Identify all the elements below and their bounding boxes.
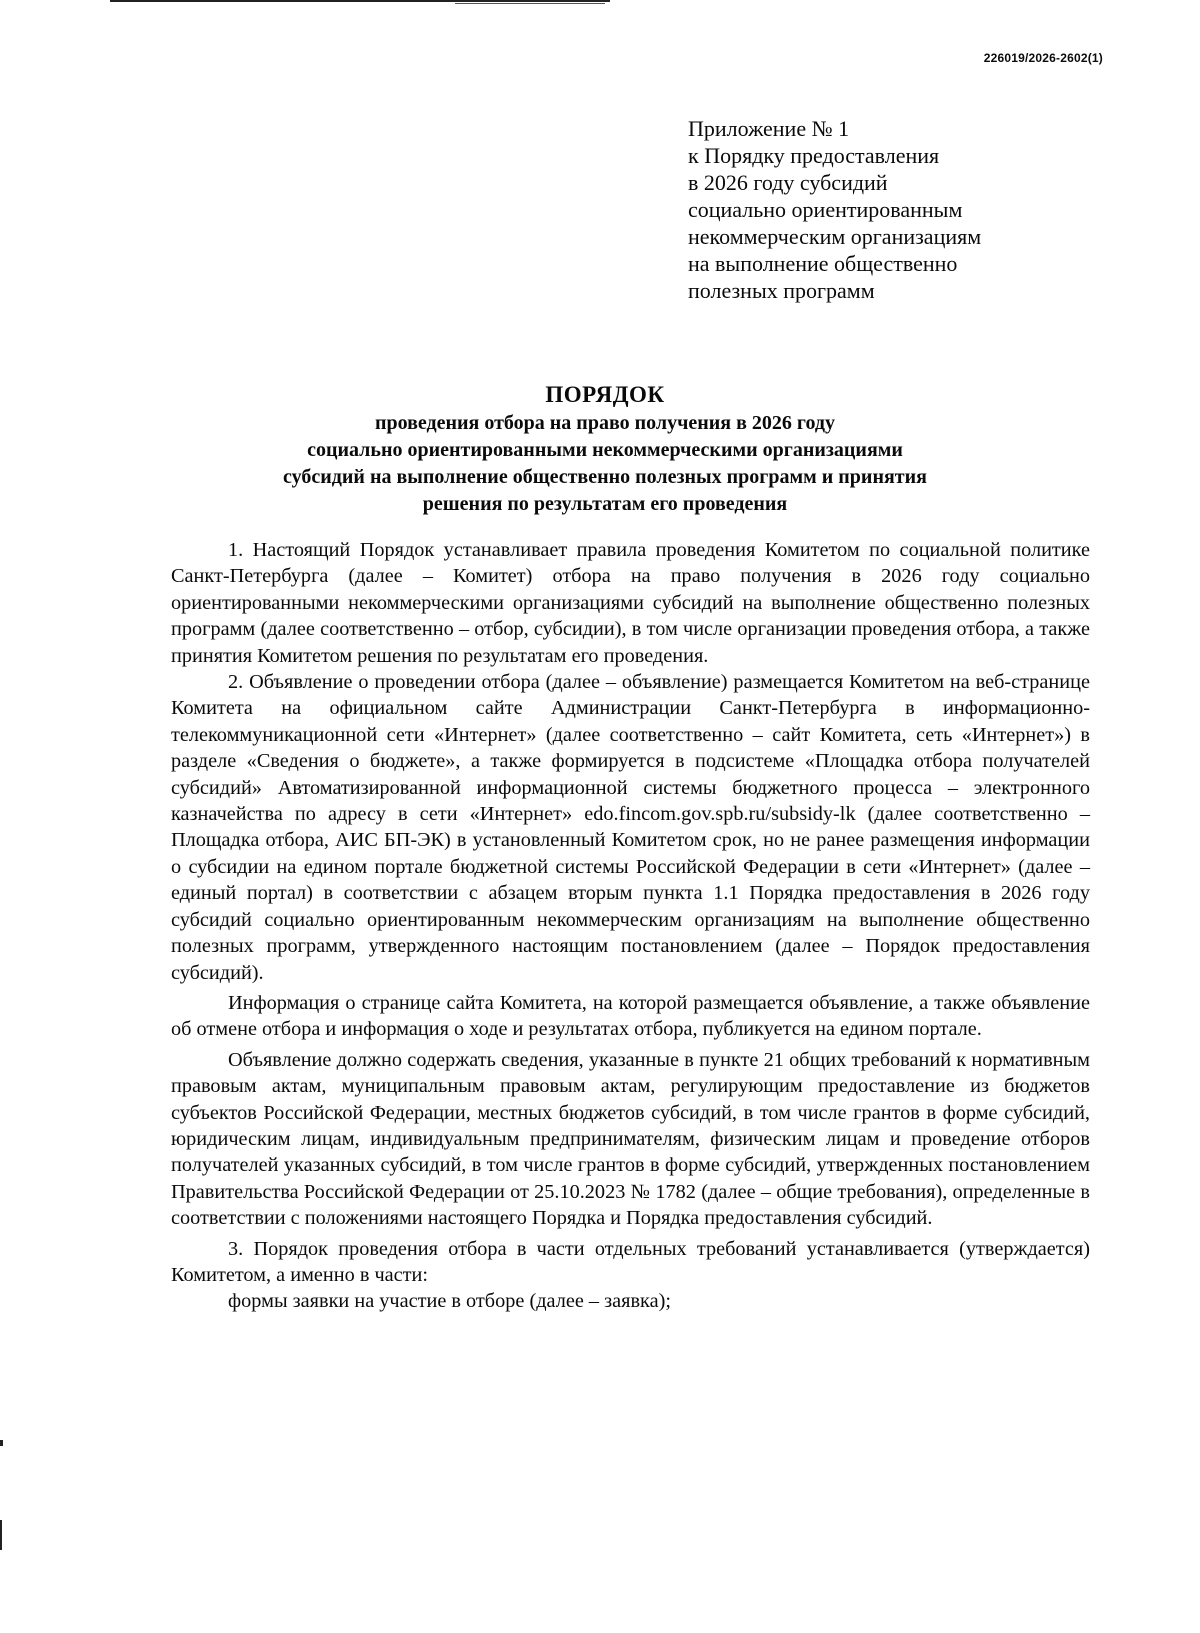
paragraph-3-item: формы заявки на участие в отборе (далее – заявка); xyxy=(228,1290,671,1313)
document-body xyxy=(171,537,1090,1315)
appendix-note xyxy=(688,115,1128,304)
paragraph-2: 2. Объявление о проведении отбора (далее – объявление) размещается Комитетом на веб-странице Комитета на официальном сайте Администрации Санкт-Петербурга в информационно-телекоммуникационной сети «Интернет» (далее соответственно – сайт Комитета, сеть «Интернет») в разделе «Сведения о бюджете», а также формируется в подсистеме «Площадка отбора получателей субсидий» Автоматизированной информационной системы бюджетного процесса – электронного казначейства по адресу в сети «Интернет» edo.fincom.gov.spb.ru/subsidy-lk (далее соответственно – Площадка отбора, АИС БП-ЭК) в установленный Комитетом срок, но не ранее размещения информации о субсидии на едином портале бюджетной системы Российской Федерации в сети «Интернет» (далее – единый портал) в соответствии с абзацем вторым пункта 1.1 Порядка предоставления в 2026 году субсидий социально ориентированным некоммерческим организациям на выполнение общественно полезных программ, утвержденного настоящим постановлением (далее – Порядок предоставления субсидий). xyxy=(171,671,1090,984)
appendix-line: полезных программ xyxy=(688,278,875,303)
appendix-line: в 2026 году субсидий xyxy=(688,170,888,195)
title-subline: социально ориентированными некоммерческими организациями xyxy=(307,439,903,461)
title-main: ПОРЯДОК xyxy=(545,382,665,407)
scan-margin-mark xyxy=(0,1440,3,1446)
top-edge-rule xyxy=(110,0,610,2)
title-subline: субсидий на выполнение общественно полезных программ и принятия xyxy=(283,466,927,488)
paragraph-2-info: Информация о странице сайта Комитета, на которой размещается объявление, а также объявление об отмене отбора и информация о ходе и результатах отбора, публикуется на едином портале. xyxy=(171,991,1090,1041)
appendix-line: на выполнение общественно xyxy=(688,251,958,276)
paragraph-2-content: Объявление должно содержать сведения, указанные в пункте 21 общих требований к нормативным правовым актам, муниципальным правовым актам, регулирующим предоставление из бюджетов субъектов Российской Федерации, местных бюджетов субсидий, в том числе грантов в форме субсидий, юридическим лицам, индивидуальным предпринимателям, физическим лицам и проведение отборов получателей указанных субсидий, в том числе грантов в форме субсидий, утвержденных постановлением Правительства Российской Федерации от 25.10.2023 № 1782 (далее – общие требования), определенные в соответствии с положениями настоящего Порядка и Порядка предоставления субсидий. xyxy=(171,1048,1090,1230)
appendix-line: некоммерческим организациям xyxy=(688,224,982,249)
scan-margin-mark xyxy=(0,1520,2,1550)
appendix-line: к Порядку предоставления xyxy=(688,143,940,168)
appendix-line: Приложение № 1 xyxy=(688,116,850,141)
title-subline: проведения отбора на право получения в 2026 году xyxy=(374,412,836,434)
appendix-line: социально ориентированным xyxy=(688,197,963,222)
top-edge-rule-short xyxy=(455,3,605,4)
paragraph-3: 3. Порядок проведения отбора в части отдельных требований устанавливается (утверждается) Комитетом, а именно в части: xyxy=(171,1237,1090,1286)
document-registration-number: 226019/2026-2602(1) xyxy=(983,51,1103,65)
document-title xyxy=(170,380,1040,518)
paragraph-1: 1. Настоящий Порядок устанавливает правила проведения Комитетом по социальной политике Санкт-Петербурга (далее – Комитет) отбора на право получения в 2026 году социально ориентированными некоммерческими организациями субсидий на выполнение общественно полезных программ (далее соответственно – отбор, субсидии), в том числе организации проведения отбора, а также принятия Комитетом решения по результатам его проведения. xyxy=(171,539,1090,667)
title-subline: решения по результатам его проведения xyxy=(422,493,788,515)
